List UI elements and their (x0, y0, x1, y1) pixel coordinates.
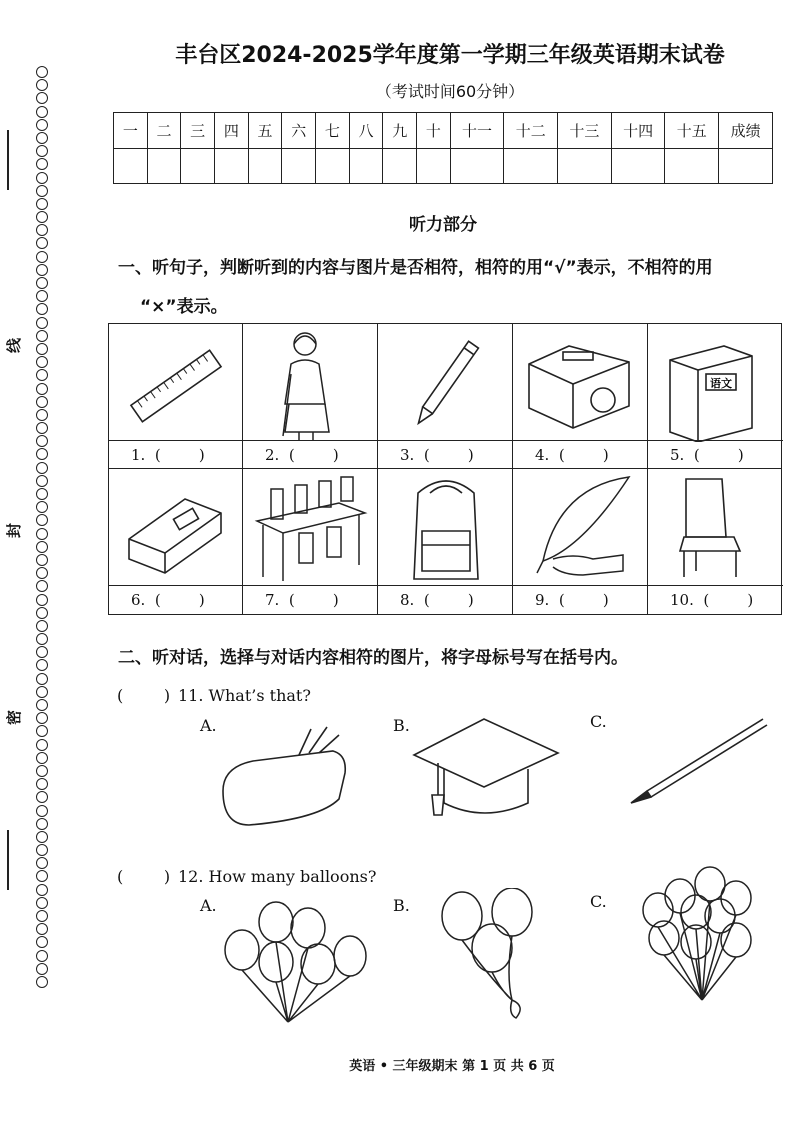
score-col-header: 五 (248, 113, 282, 149)
score-col-header: 十一 (450, 113, 504, 149)
score-col-header: 八 (349, 113, 383, 149)
score-cell[interactable] (558, 148, 612, 184)
section2-instruction: 二、听对话，选择与对话内容相符的图片，将字母标号写在括号内。 (118, 648, 628, 668)
binding-circle (36, 158, 48, 170)
binding-circle (36, 554, 48, 566)
binding-circle (36, 725, 48, 737)
brush-icon (625, 713, 770, 808)
q12-option-a: A. (200, 896, 217, 915)
binding-circle (36, 739, 48, 751)
binding-circle (36, 356, 48, 368)
binding-circle (36, 277, 48, 289)
grid-cell-2 (243, 324, 378, 469)
binding-circle (36, 132, 48, 144)
grid-cell-1 (109, 324, 243, 469)
margin-char-mi: 密 (5, 709, 24, 726)
binding-circle (36, 290, 48, 302)
answer-slot-7[interactable]: 7. ( ) (243, 585, 377, 614)
binding-circle (36, 884, 48, 896)
binding-circle (36, 251, 48, 263)
q12-answer-paren[interactable]: ( ) (117, 867, 171, 886)
binding-circle (36, 950, 48, 962)
binding-circle (36, 106, 48, 118)
binding-circle (36, 185, 48, 197)
score-col-header: 十二 (504, 113, 558, 149)
binding-circle (36, 805, 48, 817)
binding-circle (36, 567, 48, 579)
score-col-header: 三 (181, 113, 215, 149)
exam-duration: （考试时间60分钟） (375, 82, 525, 101)
binding-circle (36, 145, 48, 157)
balloons-icon (640, 866, 760, 1011)
score-table (113, 112, 773, 184)
binding-circle (36, 422, 48, 434)
binding-circle (36, 936, 48, 948)
score-cell[interactable] (114, 148, 148, 184)
score-table-input-row (114, 148, 773, 184)
backpack-icon (378, 469, 513, 587)
binding-circle (36, 409, 48, 421)
binding-circle (36, 844, 48, 856)
balloons-icon (440, 888, 560, 1023)
binding-circle (36, 963, 48, 975)
binding-circle (36, 976, 48, 988)
margin-char-feng: 封 (5, 522, 24, 539)
answer-slot-3[interactable]: 3. ( ) (378, 440, 512, 469)
eraser-icon (109, 469, 243, 587)
binding-circle (36, 172, 48, 184)
binding-circle (36, 317, 48, 329)
binding-circle (36, 528, 48, 540)
score-col-header: 十三 (558, 113, 612, 149)
answer-slot-1[interactable]: 1. ( ) (109, 440, 242, 469)
binding-circle (36, 620, 48, 632)
binding-circle (36, 330, 48, 342)
binding-circle (36, 607, 48, 619)
score-cell[interactable] (248, 148, 282, 184)
binding-circle (36, 818, 48, 830)
pencil-icon (378, 324, 513, 442)
binding-circle (36, 765, 48, 777)
q11-option-b: B. (393, 716, 410, 735)
sharpener-icon (513, 324, 648, 442)
q11-option-c: C. (590, 712, 607, 731)
binding-circle (36, 448, 48, 460)
margin-line (7, 130, 9, 190)
grid-cell-10 (648, 469, 783, 614)
score-col-header: 十 (417, 113, 451, 149)
section1-instruction-cont: “×”表示。 (140, 297, 228, 317)
score-cell[interactable] (665, 148, 719, 184)
pencil-case-icon (215, 725, 350, 835)
binding-circle (36, 514, 48, 526)
chair-icon (648, 469, 783, 587)
score-col-header: 成绩 (719, 113, 773, 149)
binding-circle (36, 198, 48, 210)
grid-cell-9 (513, 469, 648, 614)
binding-circle (36, 237, 48, 249)
q11-option-a: A. (200, 716, 217, 735)
score-col-header: 四 (215, 113, 249, 149)
binding-circle (36, 778, 48, 790)
page-title: 丰台区2024-2025学年度第一学期三年级英语期末试卷 (175, 43, 725, 68)
q12-option-b: B. (393, 896, 410, 915)
binding-circle (36, 857, 48, 869)
score-table-header-row (114, 113, 773, 149)
binding-circle (36, 383, 48, 395)
answer-slot-6[interactable]: 6. ( ) (109, 585, 242, 614)
score-cell[interactable] (349, 148, 383, 184)
score-col-header: 十五 (665, 113, 719, 149)
chinese-book-icon (648, 324, 783, 442)
binding-circle (36, 673, 48, 685)
score-col-header: 六 (282, 113, 316, 149)
binding-circle (36, 435, 48, 447)
graduation-cap-icon (410, 715, 560, 825)
grandmother-icon (243, 324, 378, 442)
binding-circle (36, 791, 48, 803)
binding-circle (36, 369, 48, 381)
q11-answer-paren[interactable]: ( ) (117, 686, 171, 705)
score-cell[interactable] (417, 148, 451, 184)
binding-circle (36, 119, 48, 131)
answer-slot-4[interactable]: 4. ( ) (513, 440, 647, 469)
binding-circles (36, 66, 52, 989)
binding-circle (36, 699, 48, 711)
q12-option-c: C. (590, 892, 607, 911)
score-col-header: 二 (147, 113, 181, 149)
binding-circle (36, 396, 48, 408)
grid-cell-8 (378, 469, 513, 614)
binding-circle (36, 897, 48, 909)
picture-grid (108, 323, 782, 615)
binding-circle (36, 633, 48, 645)
binding-circle (36, 910, 48, 922)
grid-cell-7 (243, 469, 378, 614)
score-col-header: 一 (114, 113, 148, 149)
balloons-icon (220, 900, 370, 1032)
feather-pen-icon (513, 469, 648, 587)
margin-char-xian: 线 (5, 337, 24, 354)
binding-circle (36, 580, 48, 592)
binding-circle (36, 303, 48, 315)
grid-cell-3 (378, 324, 513, 469)
book-cover-text: 语文 (710, 377, 732, 390)
score-cell[interactable] (450, 148, 504, 184)
grid-cell-4 (513, 324, 648, 469)
score-cell[interactable] (282, 148, 316, 184)
binding-circle (36, 541, 48, 553)
q11-question: 11. What’s that? (178, 686, 311, 705)
section1-instruction: 一、听句子，判断听到的内容与图片是否相符，相符的用“√”表示，不相符的用 (118, 258, 713, 278)
score-cell[interactable] (719, 148, 773, 184)
binding-circle (36, 475, 48, 487)
score-cell[interactable] (215, 148, 249, 184)
score-col-header: 七 (316, 113, 350, 149)
binding-circle (36, 488, 48, 500)
binding-circle (36, 870, 48, 882)
margin-line (7, 830, 9, 890)
answer-slot-2[interactable]: 2. ( ) (243, 440, 377, 469)
grid-cell-5 (648, 324, 783, 469)
binding-circle (36, 594, 48, 606)
binding-circle (36, 686, 48, 698)
score-cell[interactable] (504, 148, 558, 184)
binding-circle (36, 659, 48, 671)
score-cell[interactable] (611, 148, 665, 184)
answer-slot-9[interactable]: 9. ( ) (513, 585, 647, 614)
answer-slot-8[interactable]: 8. ( ) (378, 585, 512, 614)
answer-slot-10[interactable]: 10. ( ) (648, 585, 783, 614)
score-cell[interactable] (181, 148, 215, 184)
binding-circle (36, 264, 48, 276)
score-cell[interactable] (383, 148, 417, 184)
binding-circle (36, 923, 48, 935)
listening-section-title: 听力部分 (409, 215, 477, 235)
binding-circle (36, 462, 48, 474)
ruler-icon (109, 324, 243, 442)
dining-table-icon (243, 469, 378, 587)
score-cell[interactable] (316, 148, 350, 184)
binding-circle (36, 712, 48, 724)
q12-question: 12. How many balloons? (178, 867, 377, 886)
score-col-header: 十四 (611, 113, 665, 149)
grid-cell-6 (109, 469, 243, 614)
binding-circle (36, 501, 48, 513)
binding-circle (36, 343, 48, 355)
binding-circle (36, 646, 48, 658)
binding-circle (36, 752, 48, 764)
score-col-header: 九 (383, 113, 417, 149)
score-cell[interactable] (147, 148, 181, 184)
binding-circle (36, 831, 48, 843)
page-footer: 英语 • 三年级期末 第 1 页 共 6 页 (349, 1059, 555, 1074)
answer-slot-5[interactable]: 5. ( ) (648, 440, 783, 469)
